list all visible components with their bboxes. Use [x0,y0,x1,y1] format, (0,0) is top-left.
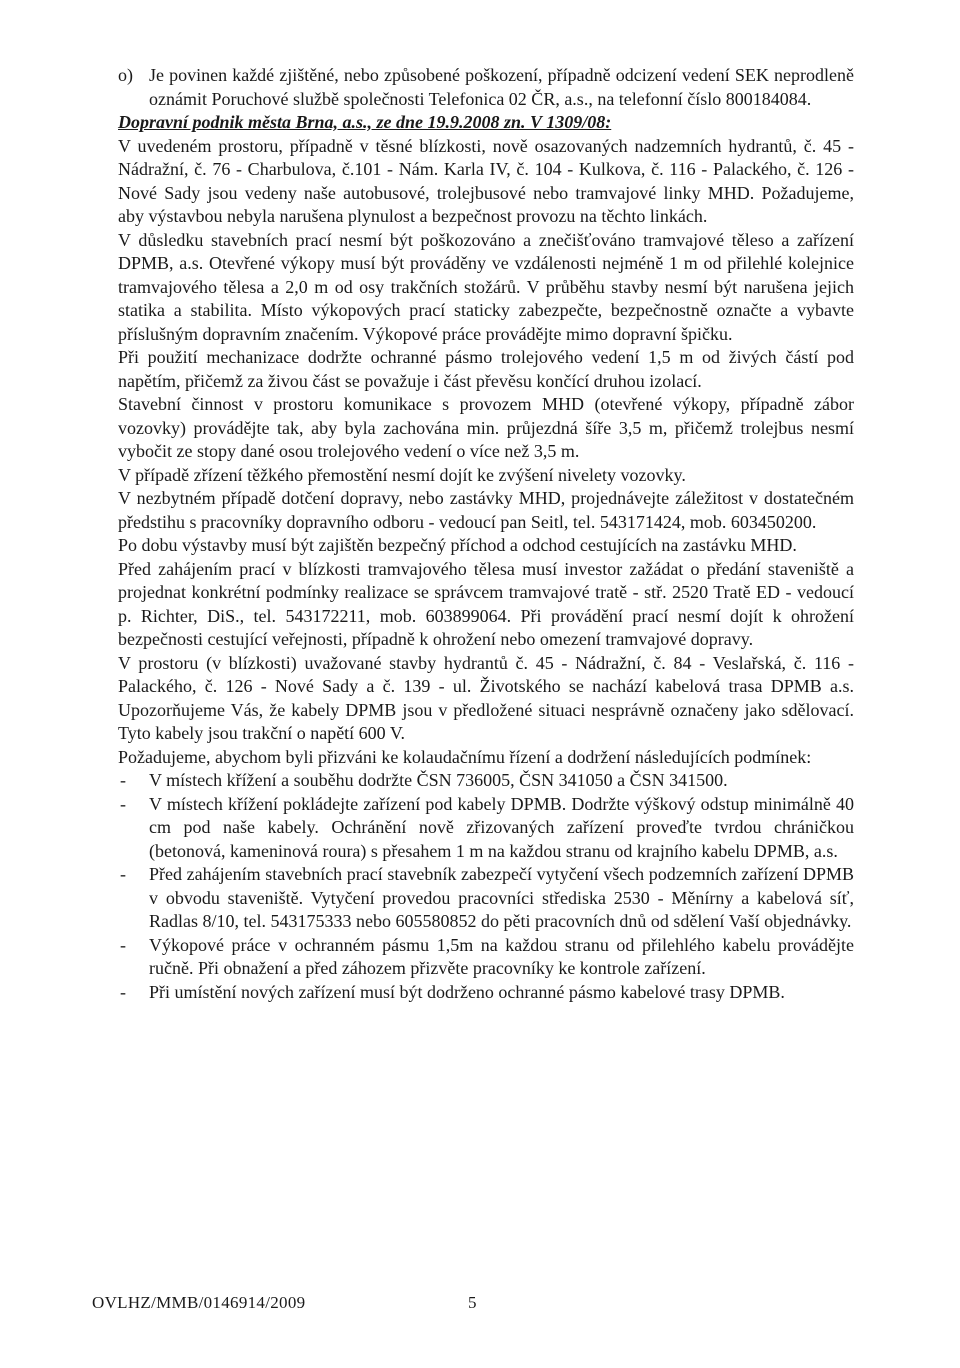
condition-item-5 [118,981,854,1005]
paragraph-4: Stavební činnost v prostoru komunikace s provozem MHD (otevřené výkopy, případně zábor vozovky) provádějte tak, aby byla zachována min. průjezdná šíře 3,5 m, přičemž trolejbus nesmí vybočit ze stopy dané osou trolejového vedení o více než 3,5 m. [118,394,854,461]
condition-item-3 [118,863,854,934]
condition-text: Před zahájením stavebních prací stavebník zabezpečí vytyčení všech podzemních zařízení DPMB v obvodu staveniště. Vytyčení provedou pracovníci střediska 2530 - Měnírny a kabelová síť, Radlas 8/10, tel. 543175333 nebo 605580852 do pěti pracovních dnů od sdělení Vaší objednávky. [149,864,854,931]
paragraph-7: Po dobu výstavby musí být zajištěn bezpečný příchod a odchod cestujících na zastávku MHD. [118,535,797,555]
condition-item-2 [118,793,854,864]
condition-text: Výkopové práce v ochranném pásmu 1,5m na každou stranu od přilehlého kabelu provádějte ručně. Při obnažení a před záhozem přizvěte pracovníky ke kontrole zařízení. [149,934,854,978]
dash-marker: - [120,864,126,884]
item-o-text: Je povinen každé zjištěné, nebo způsobené poškození, případně odcizení vedení SEK neprodleně oznámit Poruchové službě společnosti Telefonica 02 ČR, a.s., na telefonní číslo 800184084. [149,65,854,109]
dash-marker: - [120,934,126,955]
document-reference: OVLHZ/MMB/0146914/2009 [92,1293,306,1312]
paragraph-3: Při použití mechanizace dodržte ochranné pásmo trolejového vedení 1,5 m od živých částí pod napětím, přičemž za živou část se považuje i část převěsu končící druhou izolací. [118,347,854,391]
condition-item-1 [118,769,854,793]
paragraph-8: Před zahájením prací v blízkosti tramvajového tělesa musí investor zažádat o předání staveniště a projednat konkrétní podmínky realizace se správcem tramvajové tratě - stř. 2520 Tratě ED - vedoucí p. Richter, DiS., tel. 543172211, mob. 603899064. Při provádění prací nesmí dojít k ohrožení bezpečnosti cestující veřejnosti, případně k ohrožení nebo omezení tramvajové dopravy. [118,558,854,649]
dash-marker: - [120,981,126,1002]
condition-text: V místech křížení a souběhu dodržte ČSN 736005, ČSN 341050 a ČSN 341500. [149,770,728,790]
section-heading: Dopravní podnik města Brna, a.s., ze dne 19.9.2008 zn. V 1309/08: [118,112,612,132]
paragraph-2: V důsledku stavebních prací nesmí být poškozováno a znečišťováno tramvajové těleso a zařízení DPMB, a.s. Otevřené výkopy musí být prováděny ve vzdálenosti nejméně 1 m od přilehlé kolejnice tramvajového tělesa a 2,0 m od osy trakčních stožárů. V průběhu stavby nesmí být narušena jejich statika a stabilita. Místo výkopových prací staticky zabezpečte, bezpečnostně označte a vybavte příslušným dopravním značením. Výkopové práce provádějte mimo dopravní špičku. [118,229,854,344]
dash-marker: - [120,770,126,790]
paragraph-1: V uvedeném prostoru, případně v těsné blízkosti, nově osazovaných nadzemních hydrantů, č. 45 - Nádražní, č. 76 - Charbulova, č.101 - Nám. Karla IV, č. 104 - Kulkova, č. 116 - Palackého, č. 126 - Nové Sady jsou vedeny naše autobusové, trolejbusové nebo tramvajové linky MHD. Požadujeme, aby výstavbou nebyla narušena plynulost a bezpečnost provozu na těchto linkách. [118,135,854,226]
page-content [118,64,854,1004]
condition-text: V místech křížení pokládejte zařízení pod kabely DPMB. Dodržte výškový odstup minimálně 40 cm pod naše kabely. Ochránění nově zřizovaných zařízení proveďte tvrdou chráničkou (betonová, kameninová roura) s přesahem 1 m na každou stranu od krajního kabelu DPMB, a.s. [149,793,854,861]
paragraph-6: V nezbytném případě dotčení dopravy, nebo zastávky MHD, projednávejte záležitost v dostatečném předstihu s pracovníky dopravního odboru - vedoucí pan Seitl, tel. 543171424, mob. 603450200. [118,488,854,532]
list-item-o [118,64,854,111]
list-marker: o) [118,65,133,85]
paragraph-10: Požadujeme, abychom byli přizváni ke kolaudačnímu řízení a dodržení následujících podmínek: [118,746,812,767]
paragraph-9: V prostoru (v blízkosti) uvažované stavby hydrantů č. 45 - Nádražní, č. 84 - Veslařská, č. 116 - Palackého, č. 126 - Nové Sady a č. 139 - ul. Životského se nachází kabelová trasa DPMB a.s. Upozorňujeme Vás, že kabely DPMB jsou v předložené situaci nesprávně označeny jako sdělovací. Tyto kabely jsou trakční o napětí 600 V. [118,652,854,743]
condition-item-4 [118,934,854,981]
paragraph-5: V případě zřízení těžkého přemostění nesmí dojít ke zvýšení nivelety vozovky. [118,464,686,485]
page-number: 5 [468,1293,477,1312]
dash-marker: - [120,793,126,814]
condition-text: Při umístění nových zařízení musí být dodrženo ochranné pásmo kabelové trasy DPMB. [149,981,785,1002]
